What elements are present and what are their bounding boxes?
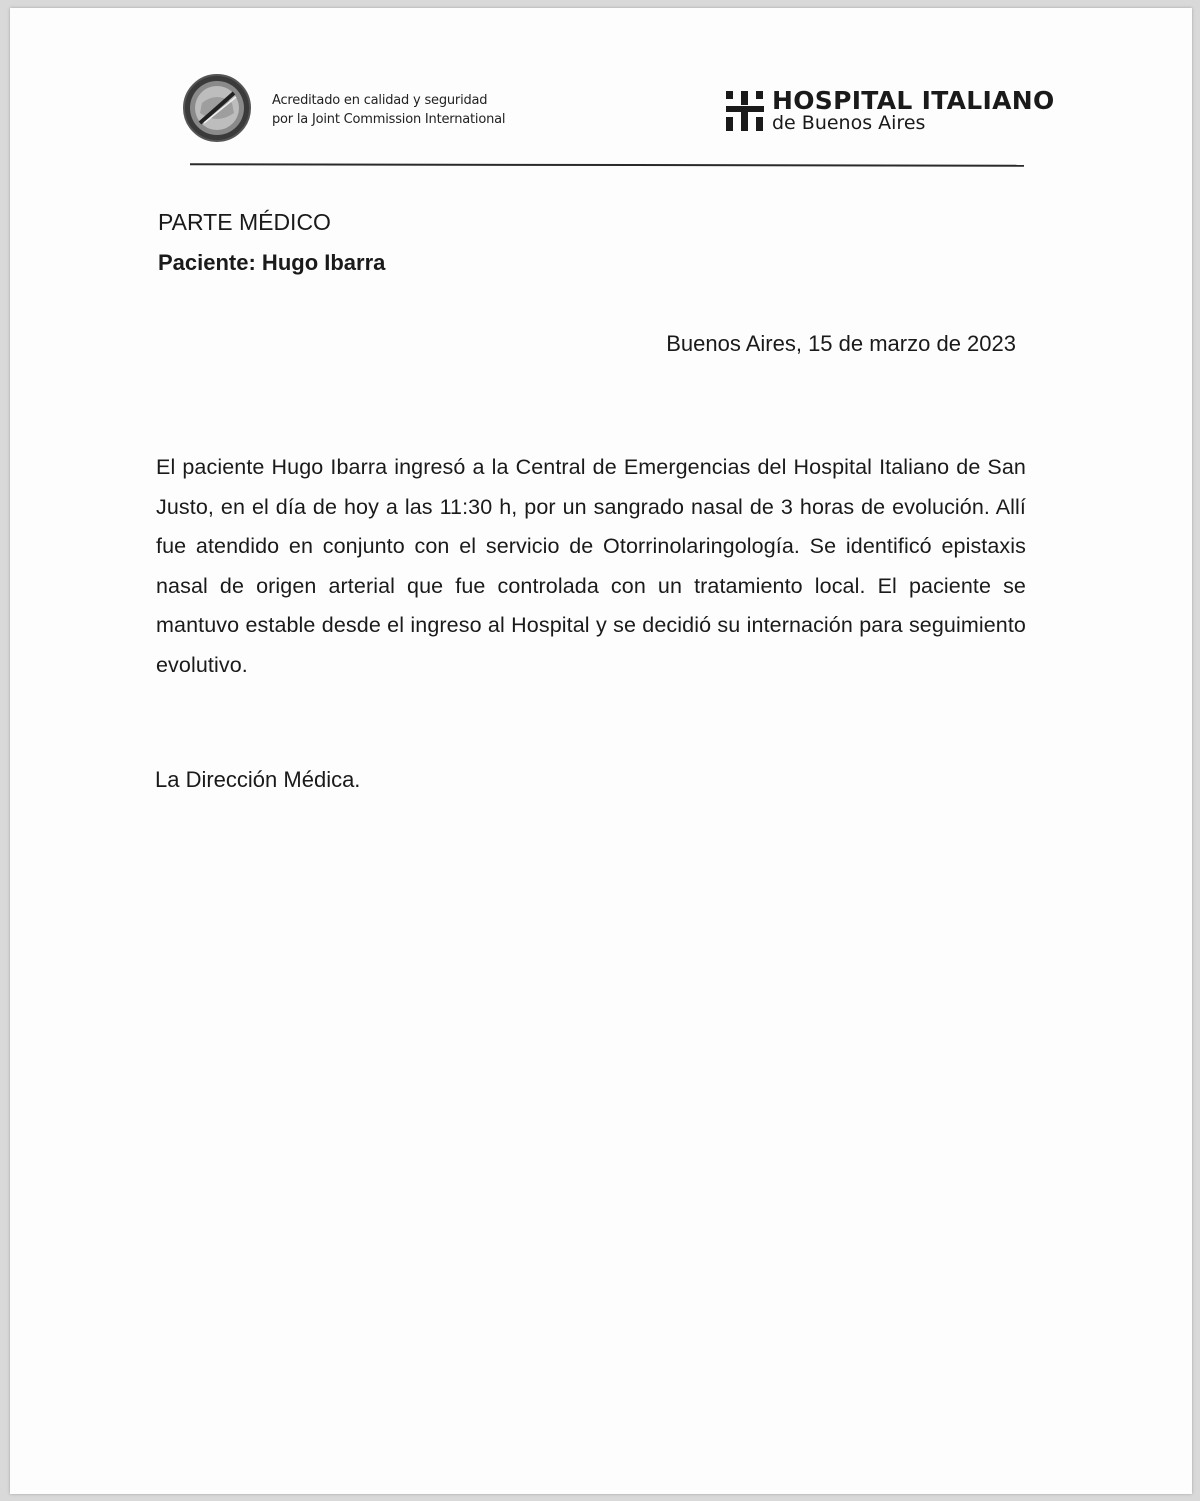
jci-seal-icon xyxy=(182,73,252,143)
document-title: PARTE MÉDICO xyxy=(158,209,331,235)
accreditation-line-2: por la Joint Commission International xyxy=(272,112,506,127)
document-date: Buenos Aires, 15 de marzo de 2023 xyxy=(666,331,1016,356)
hospital-name: HOSPITAL ITALIANO xyxy=(772,86,1055,115)
hospital-italiano-logo-icon xyxy=(726,91,764,131)
header-divider xyxy=(190,163,1024,166)
hospital-city: de Buenos Aires xyxy=(772,112,926,134)
report-body: El paciente Hugo Ibarra ingresó a la Central de Emergencias del Hospital Italiano de San Justo, en el día de hoy a las 11:30 h, por un sangrado nasal de 3 horas de evolución. Allí fue atendido en conjunto con el servicio de Otorrinolaringología. Se identificó epistaxis nasal de origen arterial que fue controlada con un tratamiento local. El paciente se mantuvo estable desde el ingreso al Hospital y se decidió su internación para seguimiento evolutivo. xyxy=(156,455,1026,677)
signature-line: La Dirección Médica. xyxy=(155,767,361,792)
document-page xyxy=(10,8,1192,1494)
accreditation-line-1: Acreditado en calidad y seguridad xyxy=(272,93,488,108)
accreditation-text xyxy=(272,91,505,129)
patient-name: Paciente: Hugo Ibarra xyxy=(158,250,386,275)
